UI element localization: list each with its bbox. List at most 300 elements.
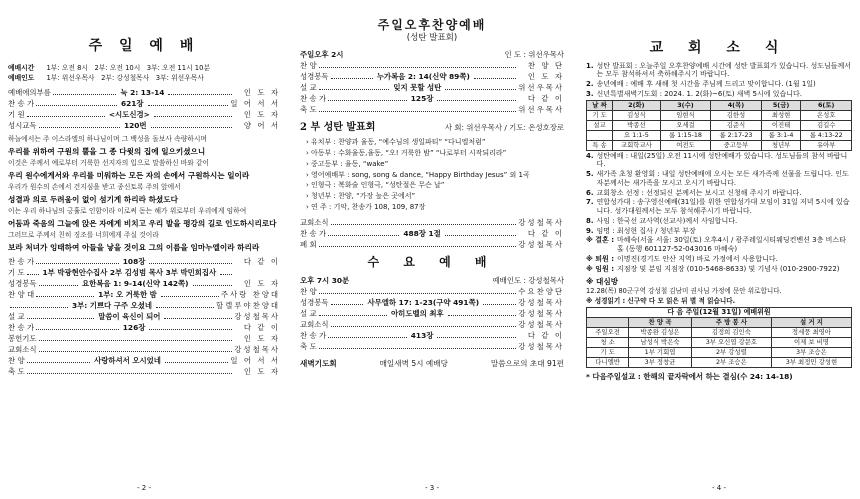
table-cell: 롬 2:17-23	[711, 130, 762, 140]
order-row	[300, 309, 564, 320]
order-label: 설 교	[300, 308, 317, 318]
order-content: 488장 1절	[403, 228, 441, 238]
program-item: › 유치부 : 찬양과 율동, “예수님의 생일파티” “다니엘처럼”	[306, 138, 486, 147]
notice-text: 마혜숙(서울 서울: 30일(토) 오후4시 / 광주레일시티웨딩컨벤션 3층 비스타홀 (동행 601127-52-043016 마혜숙)	[617, 236, 846, 253]
order-content: 126장	[122, 323, 146, 333]
dot-leader	[53, 88, 117, 95]
table-cell: 2부 강성렬	[691, 347, 771, 357]
table-cell: 박종완 김성은	[629, 327, 692, 337]
dot-leader	[193, 279, 232, 286]
page-2	[0, 0, 288, 499]
table-cell: 유아부	[801, 140, 852, 150]
dot-leader	[328, 229, 399, 236]
notice-number: 5.	[586, 170, 594, 178]
program-text: 청년부 : 찬양, “가장 높은 곳에서”	[311, 192, 416, 201]
reading-line: 보라 처녀가 잉태하여 아들을 낳을 것이요 그의 이름을 임마누엘이라 하리라	[8, 242, 260, 252]
order-row	[8, 345, 280, 356]
order-label: 찬 송 가	[8, 99, 35, 109]
order-label: 축 도	[300, 341, 317, 351]
table-cell: 3부 정창균	[629, 357, 692, 367]
order-label: 성경봉독	[300, 71, 329, 81]
program-text: 인형극 : 복화술 인형극, “성탄절은 무슨 날”	[311, 181, 445, 190]
dawn-prayer	[300, 359, 564, 368]
order-row	[300, 229, 564, 240]
leader-3: 3부: 위선우목사	[155, 73, 204, 82]
program-item: › 연 주 : 기악, 찬송가 108, 109, 87장	[306, 202, 426, 211]
special-notices	[586, 236, 852, 273]
dot-leader	[148, 99, 229, 106]
notice-text: 임명 : 최성현 집사 / 청년부 부장	[596, 226, 696, 235]
dot-leader	[331, 72, 373, 79]
order-content: 1부 박광현안수집사 2부 김성범 목사 3부 박민희집사	[42, 268, 217, 278]
dot-leader	[474, 72, 516, 79]
notice-number: ※ 퇴원 :	[586, 254, 615, 263]
order-person: 주사랑 찬양대	[220, 290, 280, 300]
notice-item	[586, 90, 852, 99]
notices-1	[586, 62, 852, 99]
notice-text: 지점장 및 분임 지점장 (010-5468-8633) 및 기념사 (010-2900-7922)	[617, 264, 840, 273]
leader-2: 2부: 강성철목사	[101, 73, 150, 82]
notice-text: 연합성가대 : 송구영신예배(31일)를 위한 연합성가대 모임이 31일 저녁 5시에 있습니다. 성가대원께서는 모두 참석해주시기 바랍니다.	[596, 198, 850, 215]
dot-leader	[10, 301, 68, 308]
table-cell: 김한성	[711, 110, 762, 120]
order-label: 찬 송 가	[300, 93, 327, 103]
order-of-worship-a	[8, 88, 280, 132]
order-row	[300, 287, 564, 298]
time-3: 3부: 오전 11시 10분	[146, 63, 211, 72]
table-cell: 롬 4:13-22	[801, 130, 852, 140]
program-text: 중고등부 : 율동, “wake”	[311, 159, 389, 168]
page-number: - 2 -	[137, 484, 151, 493]
notice-item	[586, 265, 852, 274]
dot-leader	[27, 356, 90, 363]
notice-number: 4.	[586, 151, 594, 160]
recital-header	[300, 122, 564, 135]
order-content: 125장	[410, 93, 434, 103]
table-cell: 주일오전	[587, 327, 629, 337]
table-row	[587, 140, 852, 150]
notice-number: ※ 임원 :	[586, 264, 615, 273]
order-person: 강성철목사	[518, 341, 564, 351]
dot-leader	[39, 279, 78, 286]
notice-number: 1.	[586, 61, 594, 70]
dot-leader	[165, 356, 228, 363]
order-person: 인 도 자	[243, 334, 280, 344]
leader-1: 1부: 위선우목사	[46, 73, 95, 82]
program-text: 유치부 : 찬양과 율동, “예수님의 생일파티” “다니엘처럼”	[311, 138, 486, 147]
table-cell: 온성호	[801, 110, 852, 120]
notice-text: 성탄 발표회 : 오늘주일 오후찬양예배 시간에 성탄 발표회가 있습니다. 성도님들께서는 모두 참석하셔서 축하해주시기 바랍니다.	[596, 61, 852, 79]
afternoon-order	[300, 61, 564, 116]
dot-leader	[448, 309, 516, 316]
order-row	[300, 105, 564, 116]
notice-item	[586, 62, 852, 80]
dot-leader	[319, 83, 390, 90]
notice-number: 6.	[586, 188, 594, 197]
recital-title: 2 부 성탄 발표회	[300, 121, 376, 133]
next-week-table	[586, 317, 852, 368]
notice-number: 2.	[586, 80, 594, 88]
order-row	[8, 356, 280, 367]
next-sermon: * 다음주일설교 : 한해의 끝자락에서 하는 결심(수 24: 14-18)	[586, 371, 793, 381]
notice-number: 9.	[586, 226, 594, 235]
table-header-cell: 찬 양 곡	[629, 317, 692, 327]
notice-item	[586, 236, 852, 254]
dot-leader	[331, 298, 364, 305]
dot-leader	[39, 334, 232, 341]
dot-leader	[483, 298, 516, 305]
dot-leader	[39, 345, 232, 352]
order-person: 할렐루야찬양대	[216, 301, 280, 311]
dot-leader	[331, 218, 516, 225]
dot-leader	[319, 309, 387, 316]
order-label: 찬 양	[8, 356, 25, 366]
order-person: 위선우목사	[518, 104, 564, 114]
table-cell: 김준식	[711, 120, 762, 130]
service-leaders	[8, 74, 280, 82]
dot-leader	[445, 83, 516, 90]
order-content: 621장	[120, 99, 144, 109]
dot-leader	[319, 61, 516, 68]
order-content: 108장	[122, 257, 146, 267]
dot-leader	[27, 312, 95, 319]
order-person: 수요찬양단	[518, 286, 564, 296]
table-header-cell: 5(금)	[761, 100, 801, 110]
reading-line: 하늘에서는 주 이스라엘의 하나님이며 그 백성을 돌보사 속량하시며	[8, 135, 207, 144]
order-person: 위선우목사	[518, 82, 564, 92]
order-label: 설 교	[8, 312, 25, 322]
dot-leader	[437, 331, 516, 338]
table-cell: 특 송	[587, 140, 613, 150]
dot-leader	[319, 240, 516, 247]
notice-text: 성탄예배 : 내일(25일) 오전 11시에 성탄예배가 있습니다. 성도님들의 참석 바랍니다.	[596, 151, 848, 169]
order-content: 120번	[124, 121, 147, 131]
order-row	[300, 83, 564, 94]
table-cell: 청년부	[761, 140, 801, 150]
notice-item	[586, 217, 852, 226]
order-content: 아히도벨의 최후	[391, 308, 444, 318]
order-content: 사무엘하 17: 1-23(구약 491쪽)	[367, 297, 480, 307]
notice-text: 송년예배 : 예배 후 새해 첫 시간을 주님께 드리고 맞이합니다. (1월 1일)	[596, 80, 816, 88]
table-header-cell: 4(목)	[711, 100, 762, 110]
order-content: 눅 2: 13-14	[120, 88, 165, 98]
table-cell: 기 도	[587, 347, 629, 357]
order-person: 인 도 자	[527, 71, 564, 81]
reading-line: 성결과 의로 두려움이 없이 섬기게 하리라 하셨도다	[8, 194, 178, 204]
page-3-subtitle: (성탄 발표회)	[406, 33, 458, 43]
notice-text: 사임 : 한국선 교사역(선교사)께서 사임합니다.	[596, 216, 738, 225]
recital-program	[300, 138, 564, 211]
order-content: 1부: 오 거룩한 밤	[98, 290, 157, 300]
notice-text: 교회창소 선정 : 선정되신 분께서는 보시고 신청해 주시기 바랍니다.	[596, 188, 802, 197]
dot-leader	[156, 301, 214, 308]
dot-leader	[437, 94, 516, 101]
table-header-cell: 주 방 봉 사	[691, 317, 771, 327]
table-row	[587, 327, 852, 337]
dot-leader	[151, 121, 232, 128]
order-label: 찬 송 가	[8, 323, 35, 333]
order-content: <시도신경>	[108, 110, 150, 120]
order-label: 찬 양	[300, 60, 317, 70]
notice-number: ※ 결혼 :	[586, 236, 615, 245]
order-label: 찬 송 가	[300, 330, 327, 340]
wednesday-order	[300, 287, 564, 353]
notice-item	[586, 152, 852, 170]
dot-leader	[27, 367, 232, 374]
order-label: 축 도	[300, 104, 317, 114]
table-cell: 김성식	[613, 110, 661, 120]
program-item: › 중고등부 : 율동, “wake”	[306, 159, 389, 168]
new-year-prayer-table	[586, 100, 852, 151]
table-cell	[587, 130, 613, 140]
dawn-note: 말씀으로의 초대 91편	[490, 358, 564, 368]
order-row	[8, 301, 280, 312]
order-label: 찬 양 대	[8, 290, 35, 300]
time-1: 1부: 오전 8시	[46, 63, 88, 72]
order-person: 다 같 이	[243, 323, 281, 333]
table-header-row	[587, 100, 852, 110]
order-person: 다 같 이	[527, 93, 565, 103]
times-label: 예배시간	[8, 63, 35, 72]
dot-leader	[319, 342, 516, 349]
order-content: 잊지 못할 성탄	[393, 82, 442, 92]
page-number: - 3 -	[425, 484, 439, 493]
dot-leader	[36, 323, 119, 330]
order-row	[8, 268, 280, 279]
order-person: 강성철목사	[518, 239, 564, 249]
table-cell: 3부 오신엽 강문호	[691, 337, 771, 347]
dot-leader	[27, 268, 39, 275]
page-4-title: 교 회 소 식	[649, 40, 789, 56]
table-row	[587, 357, 852, 367]
table-cell: 김정희 김인숙	[691, 327, 771, 337]
program-text: 영어예배부 : song, song & dance, “Happy Birthday Jesus” 외 1곡	[311, 170, 530, 179]
page-3	[290, 0, 574, 499]
table-cell: 정세풍 최영아	[771, 327, 851, 337]
order-person: 강성철목사	[234, 312, 280, 322]
order-row	[300, 320, 564, 331]
afternoon-time: 주일오후 2시	[300, 49, 344, 59]
order-label: 성시교독	[8, 121, 37, 131]
notice-item	[586, 198, 852, 216]
table-cell: 롬 1:15-18	[660, 130, 711, 140]
order-person: 인 도 자	[243, 367, 280, 377]
table-cell: 기 도	[587, 110, 613, 120]
order-row	[8, 99, 280, 110]
order-label: 교회소식	[300, 217, 329, 227]
order-content: 413장	[410, 330, 434, 340]
order-row	[300, 218, 564, 229]
order-person: 강성철목사	[518, 217, 564, 227]
dawn-time: 매일새벽 5시 예배당	[379, 358, 448, 368]
order-row	[8, 88, 280, 99]
notices-2	[586, 152, 852, 236]
order-row	[300, 72, 564, 83]
table-cell: 교회학교사	[613, 140, 661, 150]
order-label: 성경봉독	[8, 279, 37, 289]
order-row	[8, 334, 280, 345]
table-cell: 여전도	[660, 140, 711, 150]
page-3-title: 주일오후찬양예배	[377, 18, 487, 32]
order-label: 예배에의부름	[8, 88, 51, 98]
order-label: 찬 송 가	[300, 228, 327, 238]
order-label: 축 도	[8, 367, 25, 377]
order-label: 봉헌기도	[8, 334, 37, 344]
order-content: 요한복음 1: 9-14(신약 142쪽)	[82, 279, 189, 289]
reading-line: 어둠과 죽음의 그늘에 앉은 자에게 비치고 우리 발을 평강의 길로 인도하시리로다	[8, 218, 277, 228]
table-cell: 3부 최정민 강성현	[771, 357, 851, 367]
order-row	[300, 240, 564, 251]
time-2: 2부: 오전 10시	[94, 63, 141, 72]
order-label: 교회소식	[8, 345, 37, 355]
dot-leader	[161, 290, 219, 297]
order-person: 다 같 이	[243, 257, 281, 267]
dot-leader	[27, 110, 105, 117]
table-row	[587, 110, 852, 120]
program-item: › 청년부 : 찬양, “가장 높은 곳에서”	[306, 192, 416, 201]
visitation-line: 12.28(목) 80군구역 강성철 김남미 권사님 가정에 문안 위로합니다.	[586, 286, 782, 295]
visitation-title: ※ 대심방	[586, 277, 619, 287]
responsive-reading	[8, 135, 280, 252]
dot-leader	[220, 268, 232, 275]
order-label: 찬 송 가	[8, 257, 35, 267]
table-row	[587, 120, 852, 130]
program-text: 아동부 : 수화율동,율동, “오! 거룩한 밤” “나로부터 시작되리라”	[311, 149, 507, 158]
order-person: 다 같 이	[527, 330, 565, 340]
table-cell: 중고등부	[711, 140, 762, 150]
dot-leader	[168, 88, 232, 95]
order-content: 말씀이 육신이 되어	[98, 312, 161, 322]
table-cell: 다니엘반	[587, 357, 629, 367]
bible-reading: ※ 성경읽기 : 신구약 다 모 읽은 뒤 별 적 읽습니다.	[586, 296, 736, 305]
order-row	[8, 367, 280, 378]
afternoon-header	[300, 50, 564, 59]
notice-number: 3.	[586, 89, 594, 98]
table-cell: 요 1:1-5	[613, 130, 661, 140]
dot-leader	[328, 94, 407, 101]
order-of-worship-b	[8, 257, 280, 378]
dot-leader	[36, 290, 94, 297]
order-label: 기 도	[8, 268, 25, 278]
order-row	[300, 61, 564, 72]
order-person: 양 어 서	[243, 121, 281, 131]
recital-leader: 사 회: 위선우목사 / 기도: 온성호장로	[444, 122, 564, 132]
notice-text: 이명진(경기도 안산 지역) 바로 가정에서 사용합니다.	[617, 254, 778, 263]
reading-line: 우리 원수에게서와 우리를 미워하는 모든 자의 손에서 구원하시는 일이라	[8, 170, 250, 180]
order-person: 강성철목사	[518, 297, 564, 307]
table-cell: 청 소	[587, 337, 629, 347]
notice-number: 8.	[586, 216, 594, 225]
table-row	[587, 347, 852, 357]
order-person: 다 같 이	[527, 228, 565, 238]
notice-text: 신년특별새벽기도회 : 2024. 1. 2(화)~6(토) 새벽 5시에 있습니다.	[596, 89, 803, 98]
order-row	[8, 290, 280, 301]
notice-item	[586, 255, 852, 264]
table-cell: 롬 3:1-4	[761, 130, 801, 140]
dot-leader	[149, 323, 232, 330]
order-label: 교회소식	[300, 319, 329, 329]
order-person: 인 도 자	[243, 88, 280, 98]
table-cell: 3부 조승은	[771, 347, 851, 357]
order-row	[300, 331, 564, 342]
order-label: 설 교	[300, 82, 317, 92]
order-content: 사랑하셔서 오시었네	[94, 356, 161, 366]
page-number: - 4 -	[712, 484, 726, 493]
program-item: › 영어예배부 : song, song & dance, “Happy Birthday Jesus” 외 1곡	[306, 170, 530, 179]
table-header-cell: 설 거 지	[771, 317, 851, 327]
wednesday-time: 오후 7시 30분	[300, 275, 350, 285]
table-cell: 설교	[587, 120, 613, 130]
dot-leader	[154, 110, 232, 117]
table-cell: 1부 기회엽	[629, 347, 692, 357]
order-person: 강성철목사	[234, 345, 280, 355]
table-header-cell: 2(화)	[613, 100, 661, 110]
reading-line: 이것은 주께서 예로부터 거룩한 선지자의 입으로 말씀하신 바와 같이	[8, 159, 210, 168]
table-header-cell: 3(수)	[660, 100, 711, 110]
order-row	[300, 94, 564, 105]
table-header-cell	[587, 317, 629, 327]
page-4	[578, 0, 860, 499]
table-cell: 남성식 박은숙	[629, 337, 692, 347]
order-row	[8, 279, 280, 290]
service-times	[8, 64, 280, 72]
dot-leader	[445, 229, 516, 236]
table-header-row	[587, 317, 852, 327]
order-person: 인 도 자	[243, 110, 280, 120]
afternoon-leader: 인 도 : 위선우목사	[504, 49, 564, 59]
notice-item	[586, 189, 852, 198]
order-person: 일 어 서 서	[230, 99, 280, 109]
program-item: › 아동부 : 수화율동,율동, “오! 거룩한 밤” “나로부터 시작되리라”	[306, 149, 507, 158]
table-header-cell: 날 짜	[587, 100, 613, 110]
order-row	[8, 121, 280, 132]
dot-leader	[331, 320, 516, 327]
reading-line: 우리를 위하여 구원의 뿔을 그 종 다윗의 집에 일으키셨으니	[8, 146, 206, 156]
leaders-label: 예배인도	[8, 73, 35, 82]
wednesday-header	[300, 276, 564, 285]
order-row	[8, 323, 280, 334]
table-cell: 김길수	[801, 120, 852, 130]
dot-leader	[149, 257, 232, 264]
table-cell: 이제 보 비명	[771, 337, 851, 347]
order-row	[300, 298, 564, 309]
order-person: 인 도 자	[243, 279, 281, 289]
reading-line: 이는 우리 하나님의 긍휼로 인함이라 이로써 돋는 해가 위로부터 우리에게 임하여	[8, 207, 247, 216]
dot-leader	[36, 99, 117, 106]
next-week-title: 다 음 주일(12월 31일) 예배위원	[586, 307, 852, 317]
recital-closing	[300, 218, 564, 251]
dot-leader	[164, 312, 232, 319]
notice-item	[586, 227, 852, 236]
table-cell: 박종선	[613, 120, 661, 130]
order-label: 폐 회	[300, 239, 317, 249]
dot-leader	[39, 121, 120, 128]
order-person: 일 어 서 서	[230, 356, 281, 366]
order-row	[8, 110, 280, 121]
wednesday-leader: 예배인도 : 강성철목사	[492, 275, 564, 285]
table-cell: 2부 조승은	[691, 357, 771, 367]
order-label: 성경봉독	[300, 297, 329, 307]
order-person: 강성철목사	[518, 319, 564, 329]
order-label: 찬 양	[300, 286, 317, 296]
table-cell: 최성현	[761, 110, 801, 120]
program-text: 연 주 : 기악, 찬송가 108, 109, 87장	[311, 202, 426, 211]
table-cell: 오세걸	[660, 120, 711, 130]
order-content: 3부: 기쁘다 구주 오셨네	[71, 301, 153, 311]
order-content: 누가복음 2: 14(신약 89쪽)	[376, 71, 470, 81]
notice-number: 7.	[586, 198, 594, 207]
notice-item	[586, 170, 852, 188]
